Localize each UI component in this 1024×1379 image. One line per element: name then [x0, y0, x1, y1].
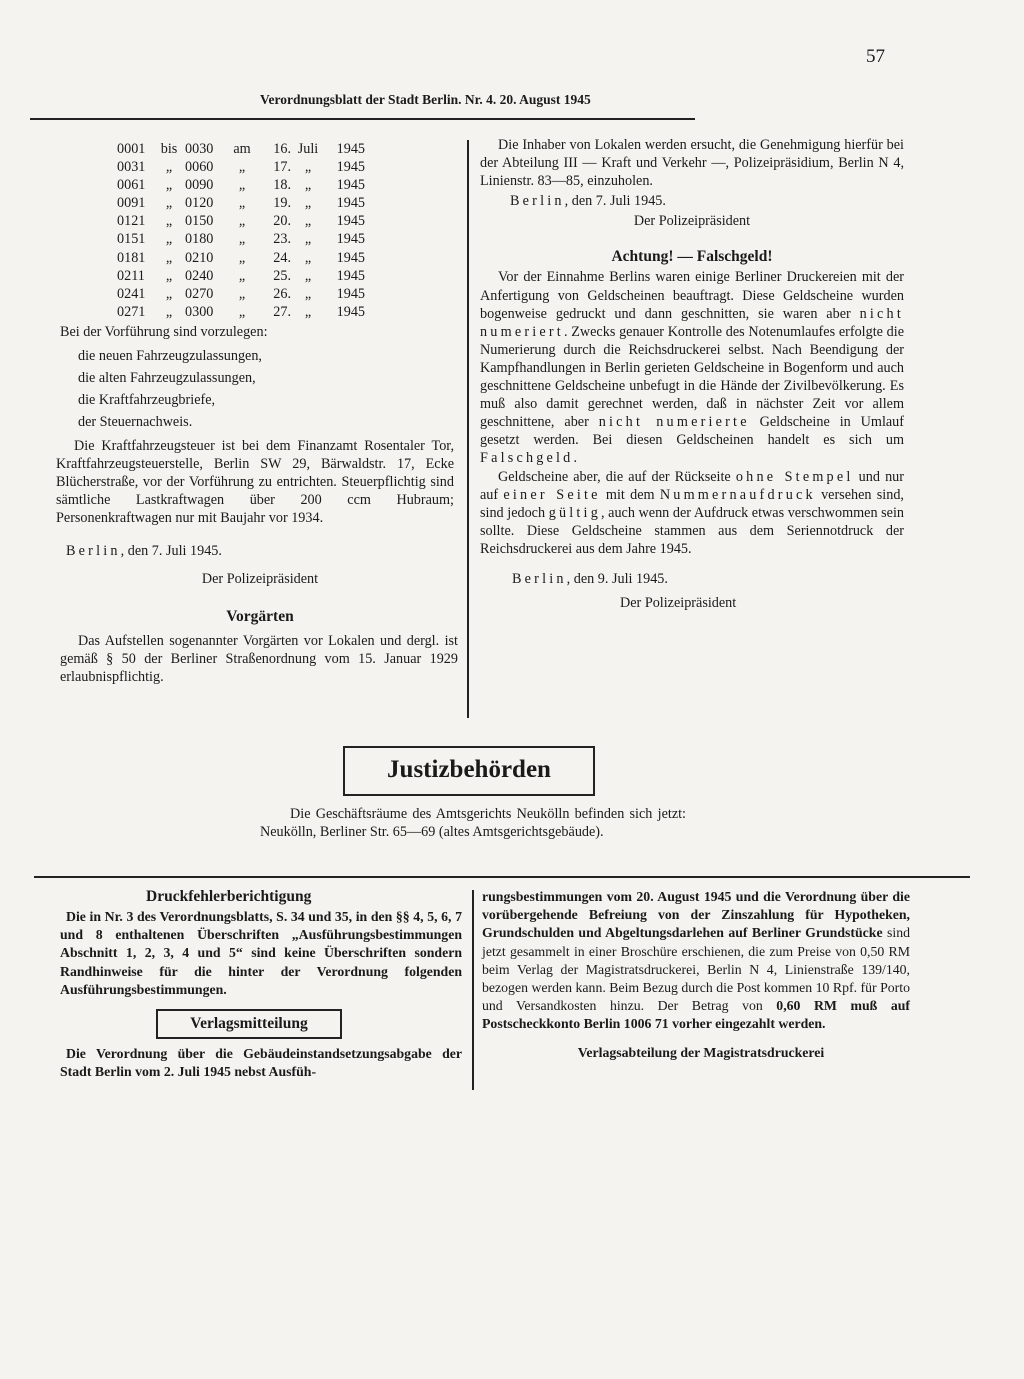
dates-cell: 16.: [273, 141, 291, 157]
dates-cell: „: [238, 267, 246, 284]
bold-run: 0,60 RM muß auf Postscheckkonto Berlin 1006 71 vorher eingezahlt werden.: [482, 998, 910, 1032]
signature-2: Der Polizeipräsident: [633, 213, 751, 230]
text-run: Geldscheine aber, die auf der Rückseite: [498, 468, 736, 485]
dates-cell: „: [304, 195, 312, 212]
dates-cell: 17.: [273, 159, 291, 176]
dates-cell: Juli: [297, 141, 319, 157]
dates-cell: 0300: [185, 303, 214, 320]
dates-row: [117, 212, 365, 230]
dates-cell: „: [165, 159, 173, 176]
signature-3: Der Polizeipräsident: [620, 595, 737, 612]
dates-cell: „: [238, 249, 246, 266]
dates-cell: 0150: [185, 213, 214, 230]
vorfuehrung-item: der Steuernachweis.: [78, 414, 193, 431]
dates-cell: „: [238, 303, 246, 320]
druckfehler-block: [60, 908, 462, 999]
justiz-title: Justizbehörden: [387, 756, 551, 783]
falschgeld-paragraph-2: [480, 468, 904, 558]
dates-cell: bis: [160, 141, 178, 157]
section-rule: [34, 876, 970, 878]
date-text: , den 7. Juli 1945.: [564, 193, 666, 210]
dates-cell: 24.: [273, 249, 291, 266]
verlag-heading: Verlagsmitteilung: [190, 1015, 308, 1033]
verlag-continuation: [482, 888, 910, 1034]
right-column: [480, 136, 904, 612]
page-number: 57: [866, 46, 885, 67]
spaced-text: nicht numerierte: [598, 414, 750, 431]
dates-cell: 1945: [336, 249, 365, 266]
dates-cell: „: [238, 195, 246, 212]
dates-cell: 0181: [117, 249, 146, 266]
dates-cell: 27.: [273, 303, 291, 320]
dates-cell: „: [238, 213, 246, 230]
dates-cell: „: [238, 159, 246, 176]
dates-cell: 1945: [336, 159, 365, 176]
justiz-text: Die Geschäftsräume des Amtsgerichts Neukölln befinden sich jetzt: Neukölln, Berliner Str. 65—69 (altes Amtsgerichtsgebäude).: [260, 806, 686, 841]
dateline-2: [480, 192, 904, 210]
dates-cell: „: [238, 231, 246, 248]
dates-cell: „: [304, 303, 312, 320]
dates-cell: 20.: [273, 213, 291, 230]
steuer-paragraph-block: [56, 437, 454, 527]
bold-run: rungsbestimmungen vom 20. August 1945 und die Verordnung über die vorübergehende Befreiung von der Zinszahlung für Hypotheken, Grundschulden und Abgeltungsdarlehen auf Berliner Grundstücke: [482, 889, 910, 941]
dates-row: [117, 285, 365, 303]
dates-cell: 1945: [336, 303, 365, 320]
dates-cell: 0211: [117, 267, 145, 284]
dates-cell: 0151: [117, 231, 146, 248]
dates-row: [117, 249, 365, 267]
text-run: und nur auf: [480, 468, 904, 503]
dates-cell: 0001: [117, 141, 146, 157]
dateline-1: [60, 542, 460, 560]
dates-cell: „: [304, 231, 312, 248]
text-run: . Zwecks genauer Kontrolle des Notenumlaufes erfolgte die Numerierung durch die Reichsdruckerei selbst. Nach Beendigung der Kampfhandlungen in Berlin gerieten Geldscheine in Bogenform und auch geschnittene Geldscheine unbefugt in die Hände der Zivilbevölkerung. Es muß also damit gerechnet werden, daß in nächster Zeit vor allem geschnittene, aber: [480, 323, 904, 431]
left-column: [56, 140, 460, 686]
vorfuehrung-section: [60, 323, 460, 433]
signature-1: Der Polizeipräsident: [201, 570, 319, 587]
dateline-3: [480, 570, 904, 588]
justiz-block: [260, 805, 686, 841]
dates-cell: 1945: [336, 285, 365, 302]
spaced-text: ohne Stempel: [735, 468, 854, 485]
dates-cell: „: [165, 177, 173, 194]
verlag-block: [60, 1045, 462, 1081]
vorfuehrung-item: die neuen Fahrzeugzulassungen,: [78, 348, 262, 365]
lokale-text: Die Inhaber von Lokalen werden ersucht, die Genehmigung hierfür bei der Abteilung III — Kraft und Verkehr —, Polizeipräsidium, Berlin N 4, Linienstr. 83—85, einzuholen.: [480, 137, 904, 190]
dates-cell: 25.: [273, 267, 291, 284]
dates-cell: 0031: [117, 159, 146, 176]
dates-cell: „: [165, 267, 173, 284]
dates-cell: 1945: [336, 141, 365, 157]
dates-cell: „: [165, 249, 173, 266]
bottom-right-column: [482, 888, 910, 1062]
dates-row: [117, 194, 365, 212]
dates-cell: 1945: [336, 231, 365, 248]
spaced-text: Falschgeld: [480, 450, 574, 467]
text-run: , auch wenn der Aufdruck etwas verschwommen sein sollte. Diese Geldscheine stammen aus dem Seriennotdruck der Reichsdruckerei aus dem Jahre 1945.: [480, 504, 904, 557]
dates-cell: „: [304, 213, 312, 230]
dates-cell: „: [165, 285, 173, 302]
druckfehler-text: Die in Nr. 3 des Verordnungsblatts, S. 34 und 35, in den §§ 4, 5, 6, 7 und 8 enthaltenen Überschriften „Ausführungsbestimmungen Abschnitt 1, 2, 3, 4 und 5“ sind keine Überschriften sondern Randhinweise für die hinter der Verordnung folgenden Ausführungsbestimmungen.: [60, 909, 462, 997]
header-rule: [30, 118, 695, 120]
falschgeld-paragraph-1: [480, 268, 904, 467]
dates-cell: 0240: [185, 267, 214, 284]
dates-cell: am: [233, 141, 251, 157]
vorfuehrung-intro: Bei der Vorführung sind vorzulegen:: [60, 323, 268, 340]
dates-cell: 0061: [117, 177, 146, 194]
spaced-text: nicht numeriert: [480, 305, 904, 340]
dates-cell: 0121: [117, 213, 146, 230]
dates-cell: „: [238, 285, 246, 302]
dates-row: [117, 176, 365, 194]
dates-cell: „: [304, 267, 312, 284]
text-run: Vor der Einnahme Berlins waren einige Berliner Druckereien mit der Anfertigung von Geldscheinen beauftragt. Diese Geldscheine wurden bogenweise gedruckt und dann geschnitten, sie waren aber: [480, 269, 904, 322]
dates-cell: 0241: [117, 285, 146, 302]
dates-table: [117, 140, 365, 321]
spaced-text: einer Seite: [503, 486, 601, 503]
dates-cell: „: [165, 213, 173, 230]
dates-cell: „: [165, 303, 173, 320]
place-name: Berlin: [66, 542, 121, 559]
dates-cell: 18.: [273, 177, 291, 194]
spaced-text: Nummernaufdruck: [659, 486, 816, 503]
dates-cell: 0090: [185, 177, 214, 194]
dates-cell: „: [238, 177, 246, 194]
column-divider-lower: [472, 890, 474, 1090]
date-text: , den 7. Juli 1945.: [120, 542, 222, 559]
vorfuehrung-item: die Kraftfahrzeugbriefe,: [78, 392, 216, 409]
dates-cell: 19.: [273, 195, 291, 212]
dates-row: [117, 140, 365, 158]
vorgaerten-text: Das Aufstellen sogenannter Vorgärten vor Lokalen und dergl. ist gemäß § 50 der Berliner Straßenordnung vom 15. Januar 1929 erlaubnispflichtig.: [60, 632, 458, 685]
dates-row: [117, 303, 365, 321]
dates-cell: „: [165, 195, 173, 212]
dates-cell: 0091: [117, 195, 146, 212]
dates-row: [117, 230, 365, 248]
text-run: mit dem: [600, 486, 660, 503]
verlag-text: Die Verordnung über die Gebäudeinstandsetzungsabgabe der Stadt Berlin vom 2. Juli 1945 nebst Ausfüh-: [60, 1046, 462, 1080]
falschgeld-heading: Achtung! — Falschgeld!: [611, 248, 773, 266]
dates-cell: 1945: [336, 267, 365, 284]
text-run: .: [573, 450, 578, 467]
dates-cell: 1945: [336, 195, 365, 212]
dates-cell: „: [165, 231, 173, 248]
dates-table-body: [117, 140, 365, 321]
steuer-paragraph: Die Kraftfahrzeugsteuer ist bei dem Finanzamt Rosentaler Tor, Kraftfahrzeugsteuerstelle, Berlin SW 29, Bärwaldstr. 17, Ecke Blücherstraße, vor der Vorführung zu entrichten. Steuerpflichtig sind sämtliche Lastkraftwagen über 200 ccm Hubraum; Personenkraftwagen nur mit Baujahr vor 1934.: [56, 438, 454, 527]
verlag-heading-box: [156, 1009, 342, 1039]
dates-cell: 23.: [273, 231, 291, 248]
place-name: Berlin: [512, 570, 567, 587]
text-run: sind jetzt gesammelt in einer Broschüre erschienen, die zum Preise von 0,50 RM beim Verlag der Magistratsdruckerei, Berlin N 4, Linienstraße 139/140, bezogen werden kann. Beim Bezug durch die Post kommen 10 Rpf. für Porto und Versandkosten hinzu. Der Betrag von: [482, 925, 910, 1014]
verlag-signature: Verlagsabteilung der Magistratsdruckerei: [577, 1044, 825, 1060]
dates-cell: 26.: [273, 285, 291, 302]
vorgaerten-block: [60, 632, 458, 686]
spaced-text: gültig: [548, 504, 601, 521]
dates-cell: 0060: [185, 159, 214, 176]
text-run: versehen sind, sind jedoch: [480, 486, 904, 521]
dates-cell: „: [304, 177, 312, 194]
justiz-title-box: [343, 746, 595, 796]
place-name: Berlin: [510, 193, 565, 210]
date-text: , den 9. Juli 1945.: [566, 570, 668, 587]
dates-cell: 0180: [185, 231, 214, 248]
dates-cell: „: [304, 285, 312, 302]
dates-cell: 1945: [336, 213, 365, 230]
page-header: Verordnungsblatt der Stadt Berlin. Nr. 4. 20. August 1945: [260, 92, 591, 107]
dates-cell: 1945: [336, 177, 365, 194]
dates-cell: 0210: [185, 249, 214, 266]
dates-cell: „: [304, 249, 312, 266]
bottom-left-column: [60, 888, 462, 1081]
dates-cell: „: [304, 159, 312, 176]
dates-cell: 0120: [185, 195, 214, 212]
vorfuehrung-item: die alten Fahrzeugzulassungen,: [78, 370, 256, 387]
column-divider-upper: [467, 140, 469, 718]
dates-cell: 0270: [185, 285, 214, 302]
dates-row: [117, 158, 365, 176]
druckfehler-heading: Druckfehlerberichtigung: [146, 888, 312, 905]
falschgeld-block: [480, 268, 904, 558]
dates-cell: 0030: [185, 141, 214, 157]
lokale-block: [480, 136, 904, 190]
text-run: Geldscheine in Umlauf gesetzt werden. Bei diesen Geldscheinen handelt es sich um: [480, 414, 905, 449]
dates-row: [117, 267, 365, 285]
vorgaerten-heading: Vorgärten: [226, 607, 294, 625]
dates-cell: 0271: [117, 303, 146, 320]
verlag-continuation-text: [482, 888, 910, 1034]
